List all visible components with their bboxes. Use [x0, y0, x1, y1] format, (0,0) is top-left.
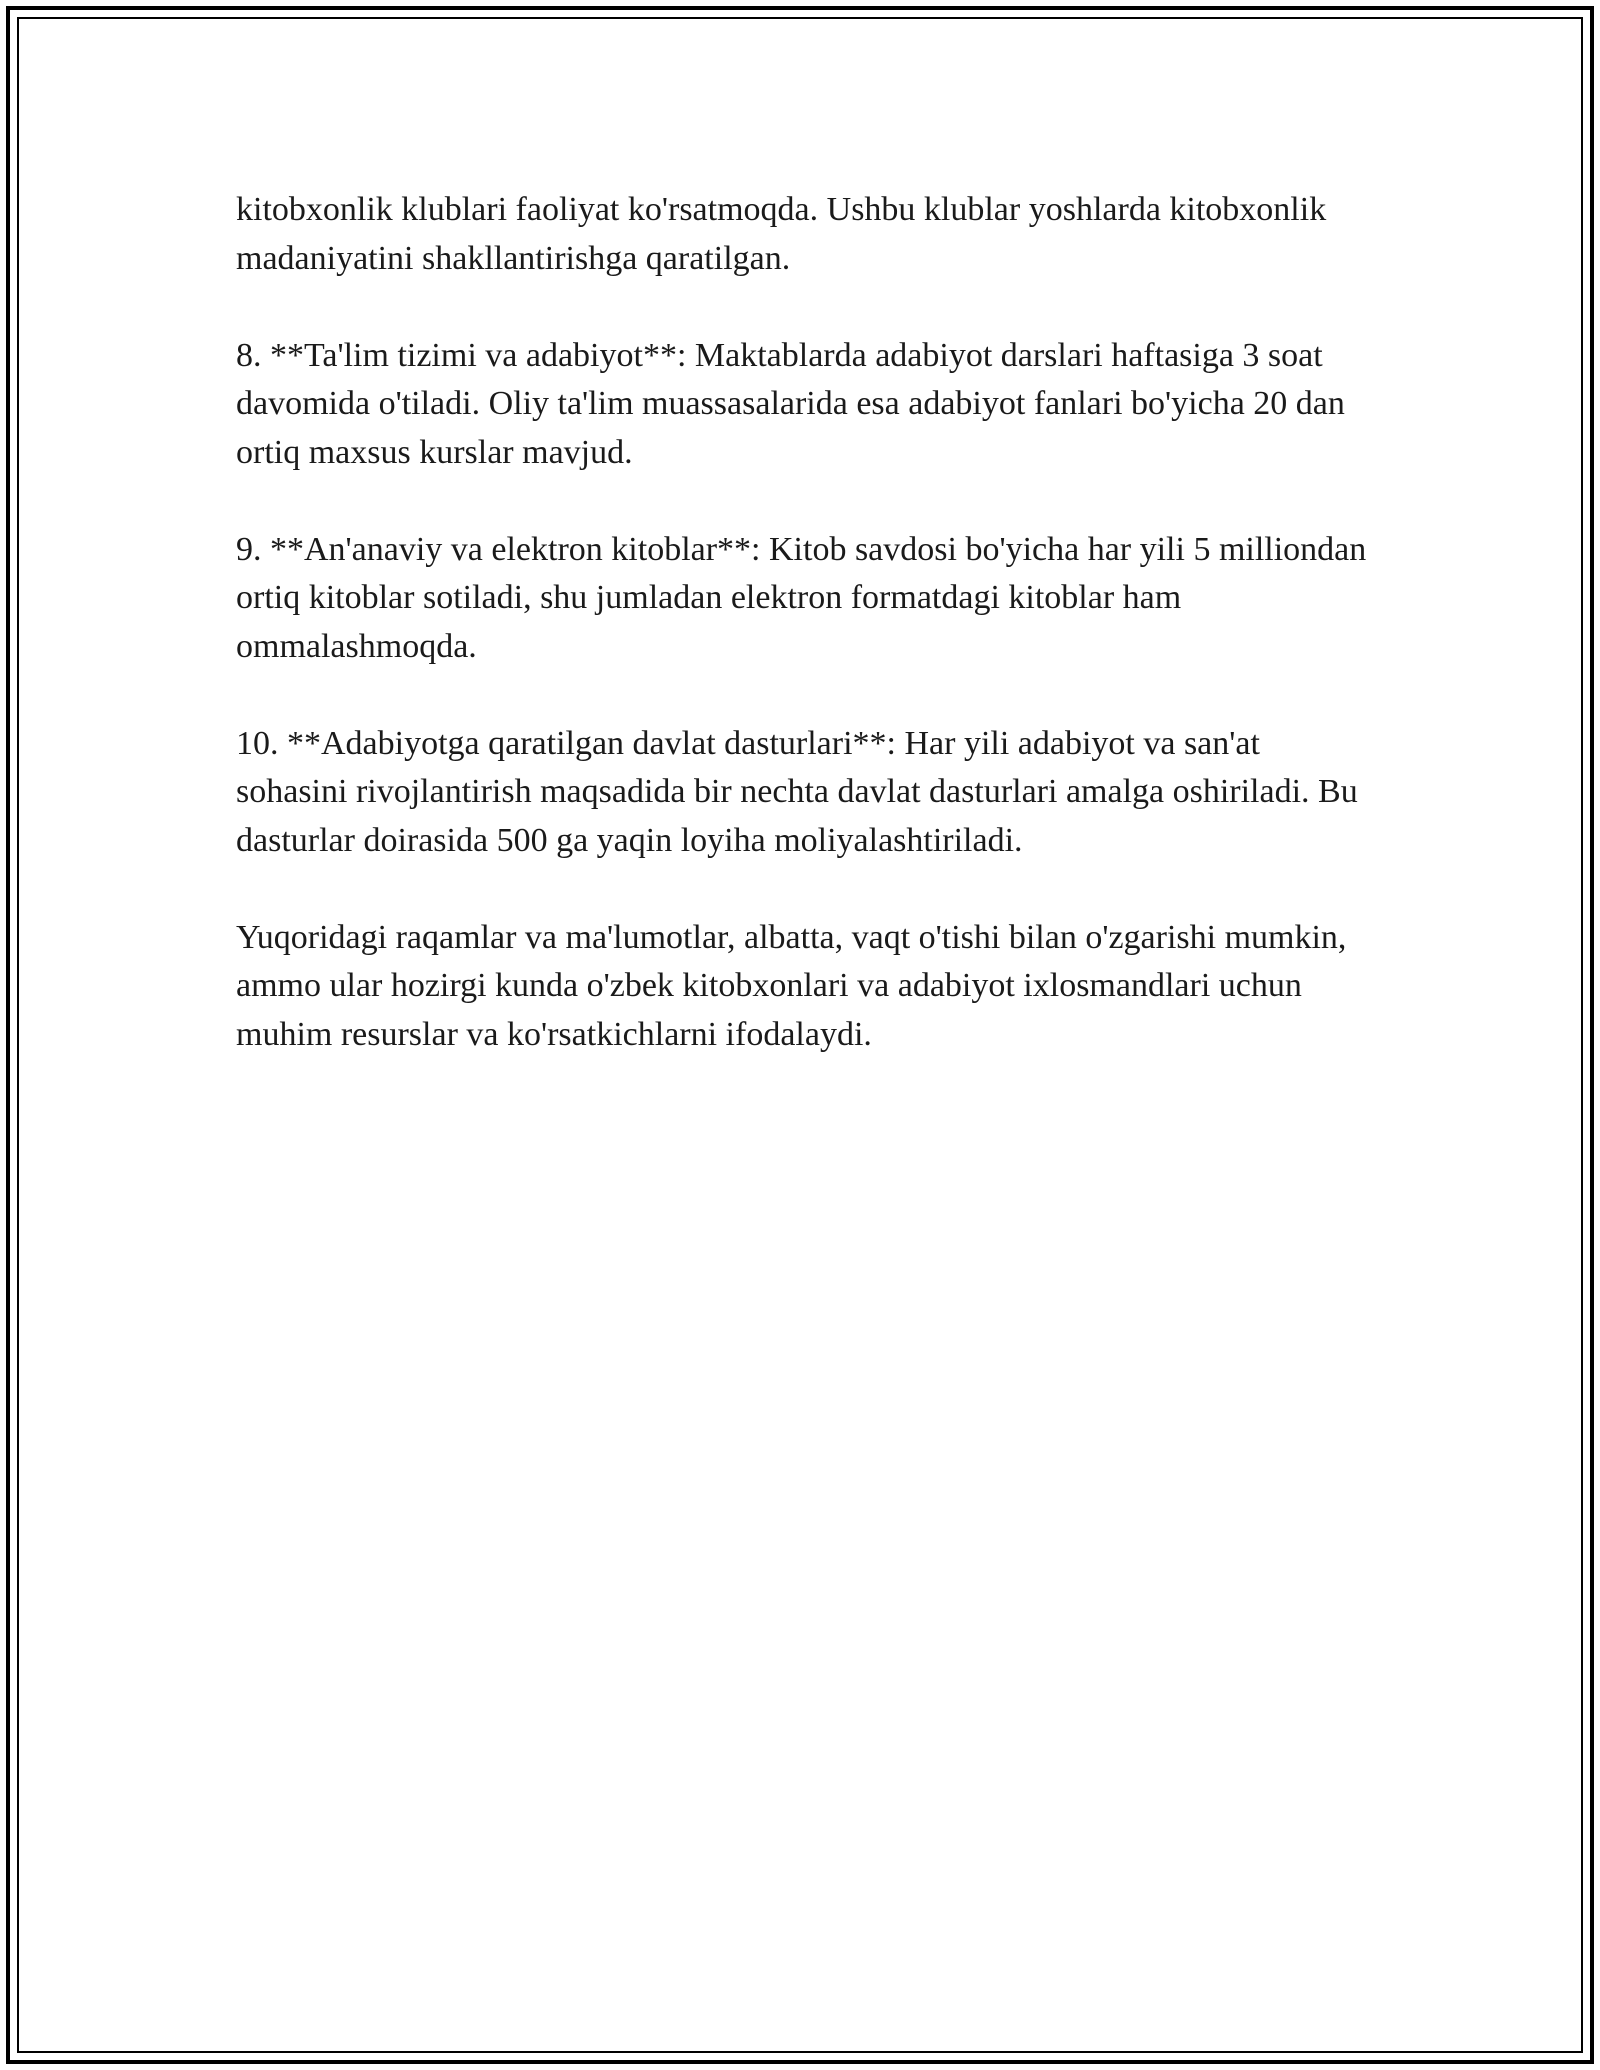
- paragraph-clubs-continued: kitobxonlik klublari faoliyat ko'rsatmoqda. Ushbu klublar yoshlarda kitobxonlik madaniyatini shakllantirishga qaratilgan.: [236, 191, 1327, 277]
- document-body: [236, 186, 1376, 1108]
- paragraph-item-9-books: 9. **An'anaviy va elektron kitoblar**: Kitob savdosi bo'yicha har yili 5 milliondan ortiq kitoblar sotiladi, shu jumladan elektron formatdagi kitoblar ham ommalashmoqda.: [236, 530, 1367, 665]
- paragraph-item-10-programs: 10. **Adabiyotga qaratilgan davlat dasturlari**: Har yili adabiyot va san'at sohasini rivojlantirish maqsadida bir nechta davlat dasturlari amalga oshiriladi. Bu dasturlar doirasida 500 ga yaqin loyiha moliyalashtiriladi.: [236, 724, 1358, 859]
- paragraph-conclusion: Yuqoridagi raqamlar va ma'lumotlar, albatta, vaqt o'tishi bilan o'zgarishi mumkin, ammo ular hozirgi kunda o'zbek kitobxonlari va adabiyot ixlosmandlari uchun muhim resurslar va ko'rsatkichlarni ifodalaydi.: [236, 918, 1347, 1053]
- paragraph-item-8-education: 8. **Ta'lim tizimi va adabiyot**: Maktablarda adabiyot darslari haftasiga 3 soat davomida o'tiladi. Oliy ta'lim muassasalarida esa adabiyot fanlari bo'yicha 20 dan ortiq maxsus kurslar mavjud.: [236, 336, 1345, 471]
